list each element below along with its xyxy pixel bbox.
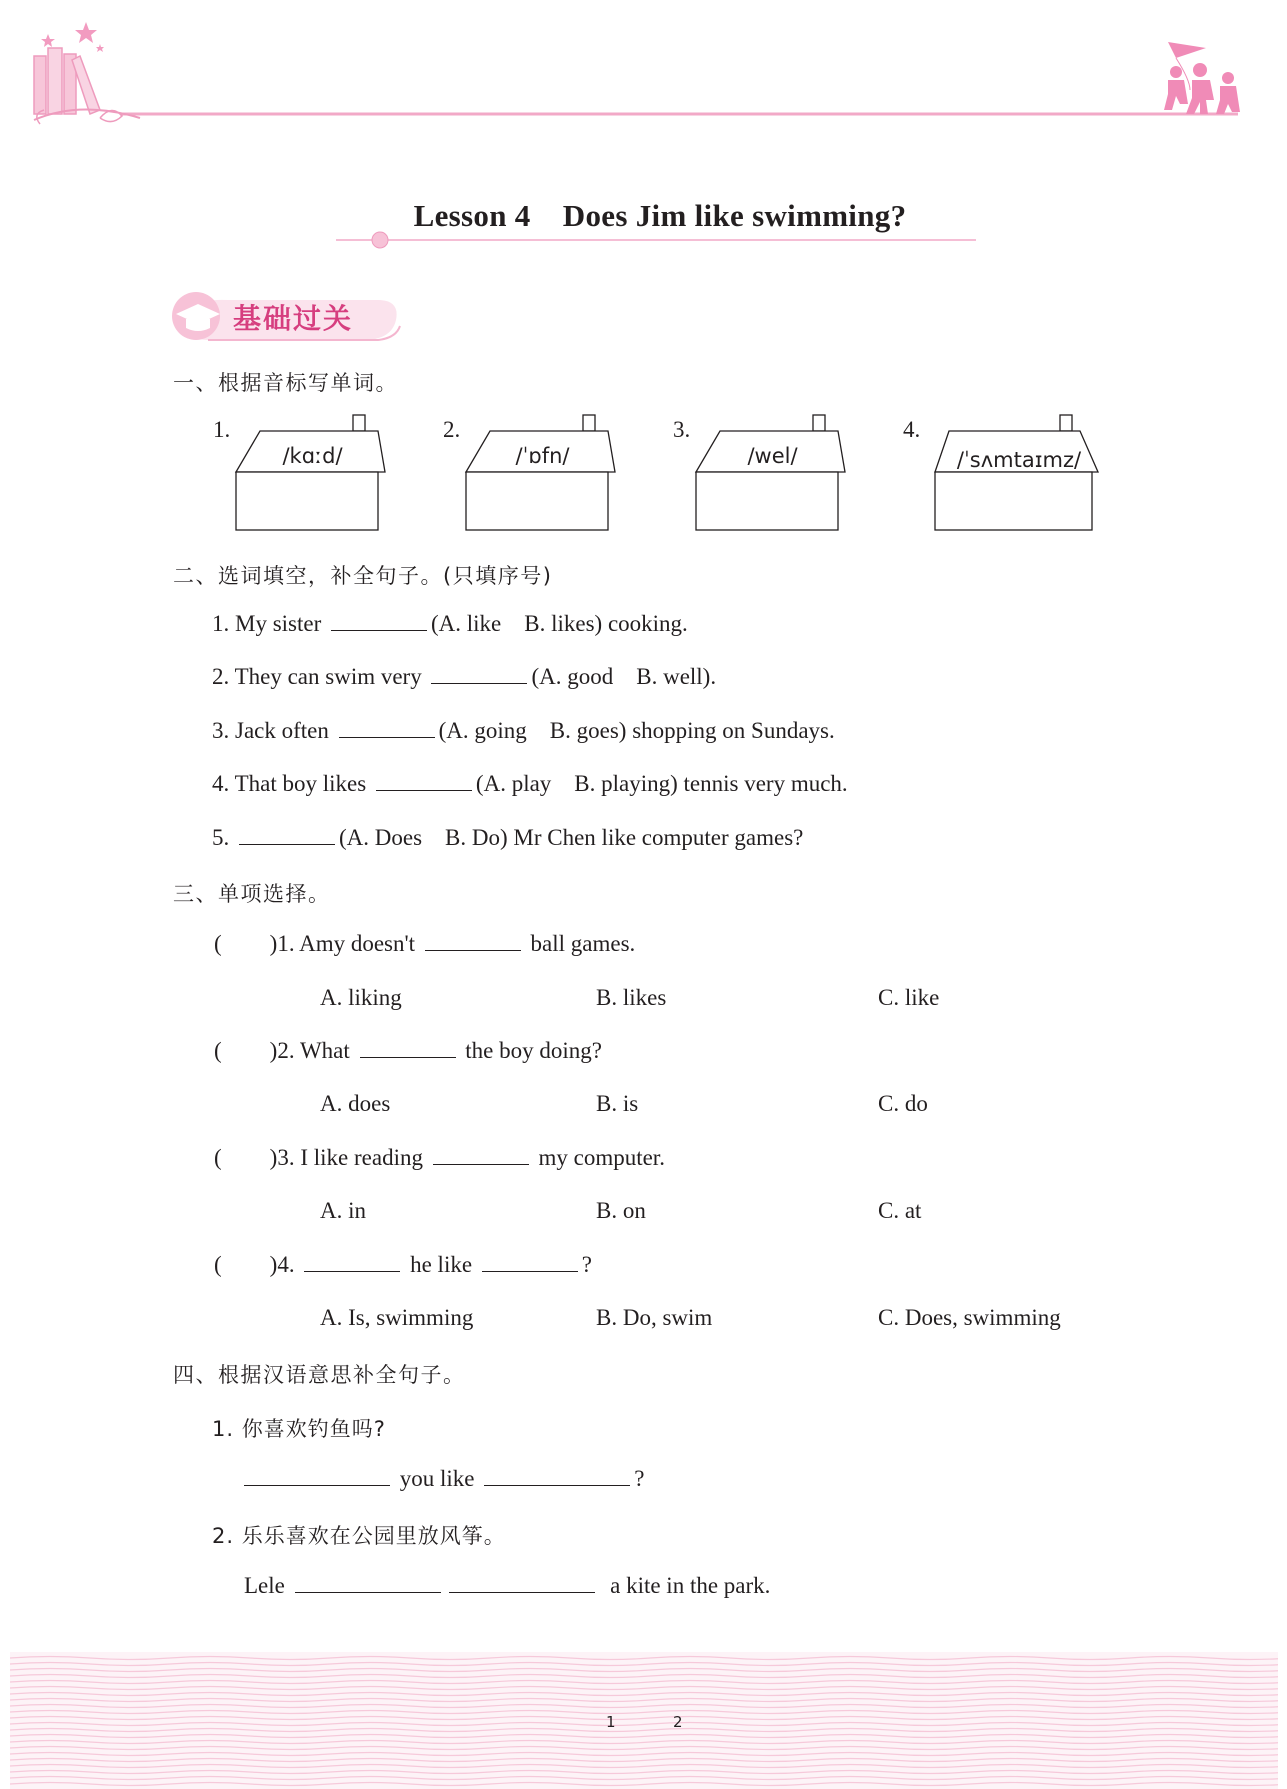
fill-sentence-5 <box>212 825 803 851</box>
lesson-title: Lesson 4 Does Jim like swimming? <box>413 198 907 233</box>
option-a: A. liking <box>320 985 402 1010</box>
mc-question-4 <box>214 1252 592 1278</box>
question-end: ball games. <box>524 931 636 956</box>
translation-prompt-2: 2. 乐乐喜欢在公园里放风筝。 <box>212 1524 506 1548</box>
question-number: )3. <box>269 1145 295 1170</box>
graduation-cap-icon <box>172 292 220 340</box>
answer-paren-open: ( <box>214 931 222 956</box>
fill-sentence-3 <box>212 718 835 744</box>
sentence-start: 5. <box>212 825 235 850</box>
fill-sentence-2 <box>212 664 716 690</box>
option-a: A. in <box>320 1198 366 1223</box>
question-middle: he like <box>404 1252 478 1277</box>
mc-question-1 <box>214 931 635 957</box>
answer-paren-open: ( <box>214 1038 222 1063</box>
item-number: 4. <box>903 417 921 442</box>
option-c: C. Does, swimming <box>878 1305 1061 1330</box>
answer-blank[interactable] <box>449 1591 595 1593</box>
fill-sentence-1 <box>212 611 688 637</box>
option-c: C. at <box>878 1198 922 1223</box>
phonetic-text: /kɑːd/ <box>282 444 343 468</box>
answer-blank[interactable] <box>304 1270 400 1272</box>
answer-blank[interactable] <box>431 682 527 684</box>
footer-wave-band <box>10 1652 1278 1789</box>
question-end: ? <box>581 1252 593 1277</box>
answer-blank[interactable] <box>482 1270 578 1272</box>
item-number: 1. <box>213 417 231 442</box>
part2-heading: 二、选词填空，补全句子。(只填序号) <box>173 564 553 588</box>
question-number: )2. <box>269 1038 295 1063</box>
page-number-left: 1 <box>606 1713 616 1731</box>
answer-blank[interactable] <box>433 1163 529 1165</box>
phonetic-house-4 <box>903 414 1103 544</box>
phonetic-house-3 <box>673 414 848 544</box>
option-b: B. likes <box>596 985 667 1010</box>
sentence-middle: you like <box>394 1466 481 1491</box>
answer-blank[interactable] <box>295 1591 441 1593</box>
option-b: B. is <box>596 1091 639 1116</box>
header-decoration <box>0 0 1287 140</box>
answer-paren-open: ( <box>214 1252 222 1277</box>
sentence-end: ? <box>634 1466 645 1491</box>
sentence-end: (A. like B. likes) cooking. <box>431 611 688 636</box>
sentence-end: a kite in the park. <box>604 1573 771 1598</box>
item-number: 3. <box>673 417 691 442</box>
sentence-start: 2. They can swim very <box>212 664 428 689</box>
question-start: What <box>299 1038 356 1063</box>
title-underline <box>336 230 976 250</box>
answer-paren-open: ( <box>214 1145 222 1170</box>
item-number: 2. <box>443 417 461 442</box>
question-end: my computer. <box>532 1145 665 1170</box>
sentence-start: 4. That boy likes <box>212 771 372 796</box>
part4-heading: 四、根据汉语意思补全句子。 <box>173 1363 466 1387</box>
answer-blank[interactable] <box>239 843 335 845</box>
fill-sentence-4 <box>212 771 848 797</box>
answer-blank[interactable] <box>244 1484 390 1486</box>
house-outline <box>673 414 848 544</box>
part3-heading: 三、单项选择。 <box>173 882 331 906</box>
sentence-end: (A. play B. playing) tennis very much. <box>475 771 848 796</box>
translation-answer-2 <box>244 1573 770 1599</box>
translation-prompt-1: 1. 你喜欢钓鱼吗? <box>212 1417 386 1441</box>
part1-heading: 一、根据音标写单词。 <box>173 371 398 395</box>
section-badge-label: 基础过关 <box>233 302 354 335</box>
phonetic-house-2 <box>443 414 618 544</box>
answer-blank[interactable] <box>484 1484 630 1486</box>
phonetic-text: /wel/ <box>747 444 798 468</box>
option-a: A. does <box>320 1091 391 1116</box>
option-a: A. Is, swimming <box>320 1305 474 1330</box>
sentence-end: (A. Does B. Do) Mr Chen like computer games? <box>339 825 804 850</box>
answer-blank[interactable] <box>360 1056 456 1058</box>
sentence-start: 3. Jack often <box>212 718 335 743</box>
option-b: B. on <box>596 1198 646 1223</box>
question-number: )1. <box>269 931 295 956</box>
answer-blank[interactable] <box>425 949 521 951</box>
answer-blank[interactable] <box>331 629 427 631</box>
answer-blank[interactable] <box>376 789 472 791</box>
option-c: C. like <box>878 985 940 1010</box>
house-outline <box>213 414 388 544</box>
question-number: )4. <box>269 1252 295 1277</box>
option-c: C. do <box>878 1091 928 1116</box>
sentence-start: Lele <box>244 1573 291 1598</box>
phonetic-text: /ˈsʌmtaɪmz/ <box>956 448 1082 472</box>
phonetic-house-1 <box>213 414 388 544</box>
question-start: I like reading <box>300 1145 429 1170</box>
question-end: the boy doing? <box>459 1038 602 1063</box>
phonetic-text: /ˈɒfn/ <box>515 444 570 468</box>
answer-blank[interactable] <box>339 736 435 738</box>
page-number-right: 2 <box>673 1713 683 1731</box>
option-b: B. Do, swim <box>596 1305 713 1330</box>
house-outline <box>443 414 618 544</box>
mc-question-3 <box>214 1145 665 1171</box>
translation-answer-1 <box>244 1466 644 1492</box>
mc-question-2 <box>214 1038 602 1064</box>
sentence-start: 1. My sister <box>212 611 327 636</box>
sentence-end: (A. going B. goes) shopping on Sundays. <box>438 718 835 743</box>
sentence-end: (A. good B. well). <box>531 664 717 689</box>
children-kite-icon <box>1164 42 1240 114</box>
house-outline <box>903 414 1103 544</box>
question-start: Amy doesn't <box>299 931 421 956</box>
